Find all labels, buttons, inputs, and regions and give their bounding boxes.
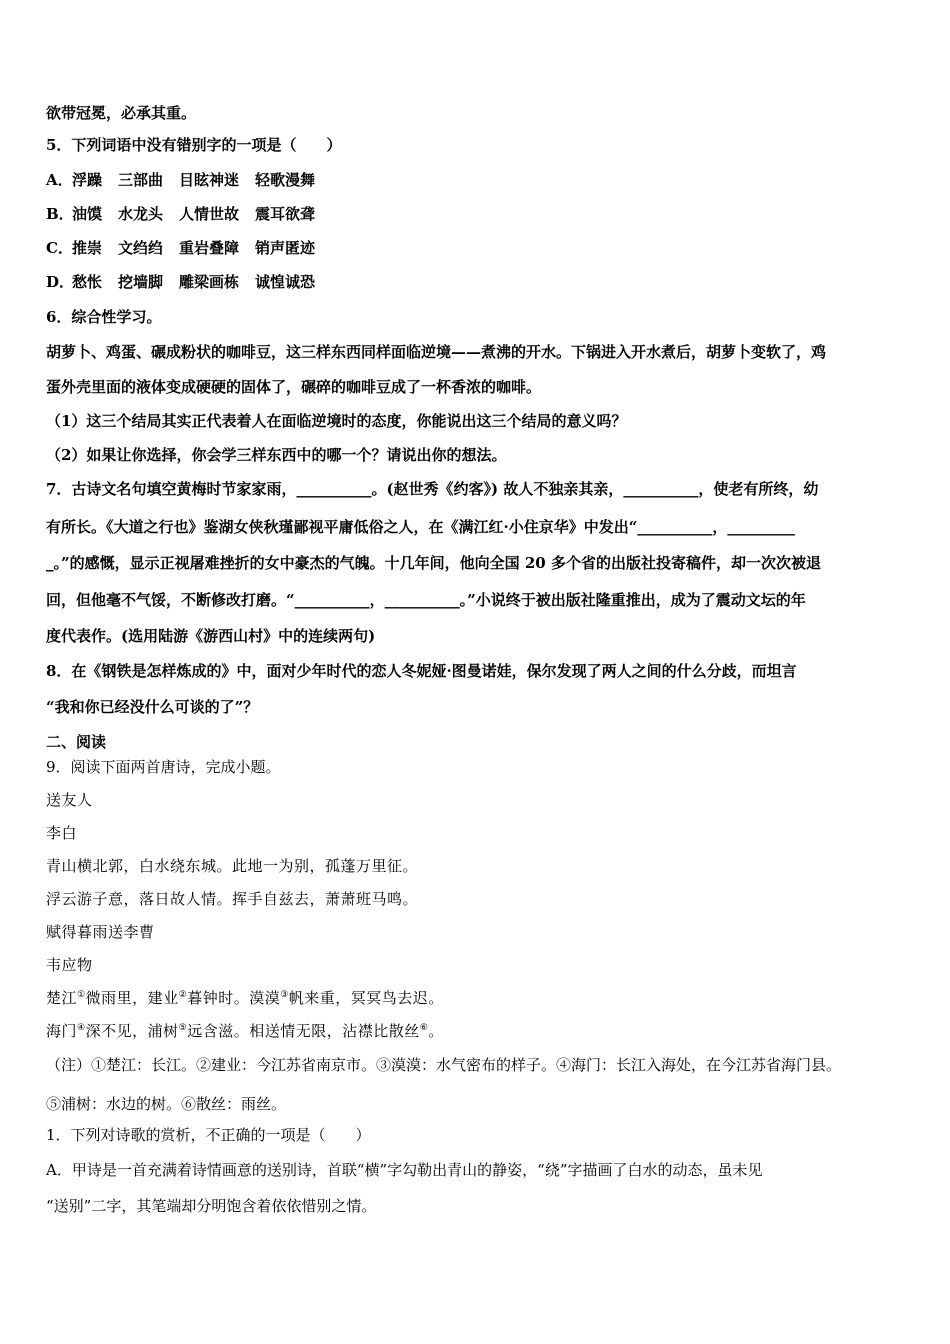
option-word: 三部曲: [118, 171, 164, 189]
sub-question-option-a: A．甲诗是一首充满着诗情画意的送别诗，首联“横”字勾勒出青山的静姿，“绕”字描画了白水的动态，虽未见: [46, 1161, 763, 1179]
poem-2-title: 赋得暮雨送李曹: [46, 923, 155, 941]
question-6-passage-line: 蛋外壳里面的液体变成硬硬的固体了，碾碎的咖啡豆成了一杯香浓的咖啡。: [46, 378, 542, 396]
option-word: 推崇: [72, 239, 103, 257]
question-8-line: “我和你已经没什么可谈的了”？: [46, 698, 259, 716]
option-word: 雕梁画栋: [179, 273, 240, 291]
footnote-marker: ⑥: [419, 1023, 429, 1033]
question-6-passage-line: 胡萝卜、鸡蛋、碾成粉状的咖啡豆，这三样东西同样面临逆境——煮沸的开水。下锅进入开水煮后，胡萝卜变软了，鸡: [46, 343, 827, 361]
question-6-stem: 6．综合性学习。: [46, 308, 162, 326]
footnote-marker: ③: [280, 990, 289, 1000]
question-7-line: 有所长。《大道之行也》鉴湖女侠秋瑾鄙视平庸低俗之人，在《满江红·小住京华》中发出“__________，_________: [46, 518, 795, 536]
option-letter: B．: [46, 205, 74, 223]
option-d: [46, 272, 331, 292]
option-word: 愁怅: [72, 273, 103, 291]
option-a: [46, 170, 331, 190]
poem-2-line: [46, 1021, 444, 1041]
option-word: 销声匿迹: [255, 239, 316, 257]
option-word: 油馍: [72, 205, 103, 223]
option-letter: A．: [46, 171, 73, 189]
poem-text: 微雨里，建业: [85, 989, 179, 1007]
section-heading: 二、阅读: [46, 733, 107, 751]
option-word: 人情世故: [179, 205, 240, 223]
poem-2-line: [46, 988, 444, 1008]
poem-1-line: 青山横北郭，白水绕东城。此地一为别，孤蓬万里征。: [46, 857, 419, 875]
option-c: [46, 238, 331, 258]
notes-line: （注）①楚江：长江。②建业：今江苏省南京市。③漠漠：水气密布的样子。④海门：长江入海处，在今江苏省海门县。: [46, 1056, 842, 1074]
poem-text: 远含滋。相送情无限，沾襟比散丝: [187, 1022, 420, 1040]
question-6-sub-2: （2）如果让你选择，你会学三样东西中的哪一个？请说出你的想法。: [46, 446, 507, 464]
option-word: 文绉绉: [118, 239, 164, 257]
sub-question-option-a: “送别”二字，其笔端却分明饱含着依依惜别之情。: [46, 1197, 377, 1215]
option-word: 浮躁: [72, 171, 103, 189]
option-letter: D．: [46, 273, 75, 291]
poem-text: 。: [428, 1022, 444, 1040]
poem-1-author: 李白: [46, 824, 78, 842]
question-7-line: 度代表作。(选用陆游《游西山村》中的连续两句): [46, 627, 376, 645]
notes-line: ⑤浦树：水边的树。⑥散丝：雨丝。: [46, 1095, 287, 1113]
poem-2-author: 韦应物: [46, 956, 93, 974]
sub-question-1-stem: 1．下列对诗歌的赏析，不正确的一项是（ ）: [46, 1126, 371, 1144]
option-word: 水龙头: [118, 205, 164, 223]
question-7-line: 回，但他毫不气馁，不断修改打磨。“__________，__________。”小说终于被出版社隆重推出，成为了震动文坛的年: [46, 591, 806, 609]
question-6-sub-1: （1）这三个结局其实正代表着人在面临逆境时的态度，你能说出这三个结局的意义吗？: [46, 412, 627, 430]
question-7-line: 7．古诗文名句填空黄梅时节家家雨，__________。(赵世秀《约客》) 故人不独亲其亲，__________，使老有所终，幼: [46, 480, 819, 498]
text-line: 欲带冠冕，必承其重。: [46, 104, 197, 122]
option-word: 诚惶诚恐: [255, 273, 316, 291]
option-word: 挖墙脚: [118, 273, 164, 291]
option-word: 轻歌漫舞: [255, 171, 316, 189]
poem-1-title: 送友人: [46, 791, 93, 809]
footnote-marker: ⑤: [178, 1023, 188, 1033]
option-letter: C．: [46, 239, 73, 257]
poem-text: 暮钟时。漠漠: [187, 989, 281, 1007]
option-word: 重岩叠障: [179, 239, 240, 257]
poem-text: 海门: [46, 1022, 78, 1040]
question-7-line: _。”的感慨，显示正视屠难挫折的女中豪杰的气魄。十几年间，他向全国 20 多个省的出版社投寄稿件，却一次次被退: [46, 554, 821, 572]
option-word: 目眩神迷: [179, 171, 240, 189]
option-b: [46, 204, 331, 224]
poem-text: 楚江: [46, 989, 78, 1007]
footnote-marker: ②: [178, 990, 188, 1000]
option-word: 震耳欲聋: [255, 205, 316, 223]
footnote-marker: ①: [77, 990, 86, 1000]
poem-text: 深不见，浦树: [85, 1022, 179, 1040]
question-5-stem: 5．下列词语中没有错别字的一项是（ ）: [46, 136, 342, 154]
poem-1-line: 浮云游子意，落日故人情。挥手自兹去，萧萧班马鸣。: [46, 890, 419, 908]
footnote-marker: ④: [77, 1023, 86, 1033]
question-8-line: 8．在《钢铁是怎样炼成的》中，面对少年时代的恋人冬妮娅·图曼诺娃，保尔发现了两人之间的什么分歧，而坦言: [46, 662, 797, 680]
question-9-stem: 9．阅读下面两首唐诗，完成小题。: [46, 758, 281, 776]
poem-text: 帆来重，冥冥鸟去迟。: [288, 989, 444, 1007]
